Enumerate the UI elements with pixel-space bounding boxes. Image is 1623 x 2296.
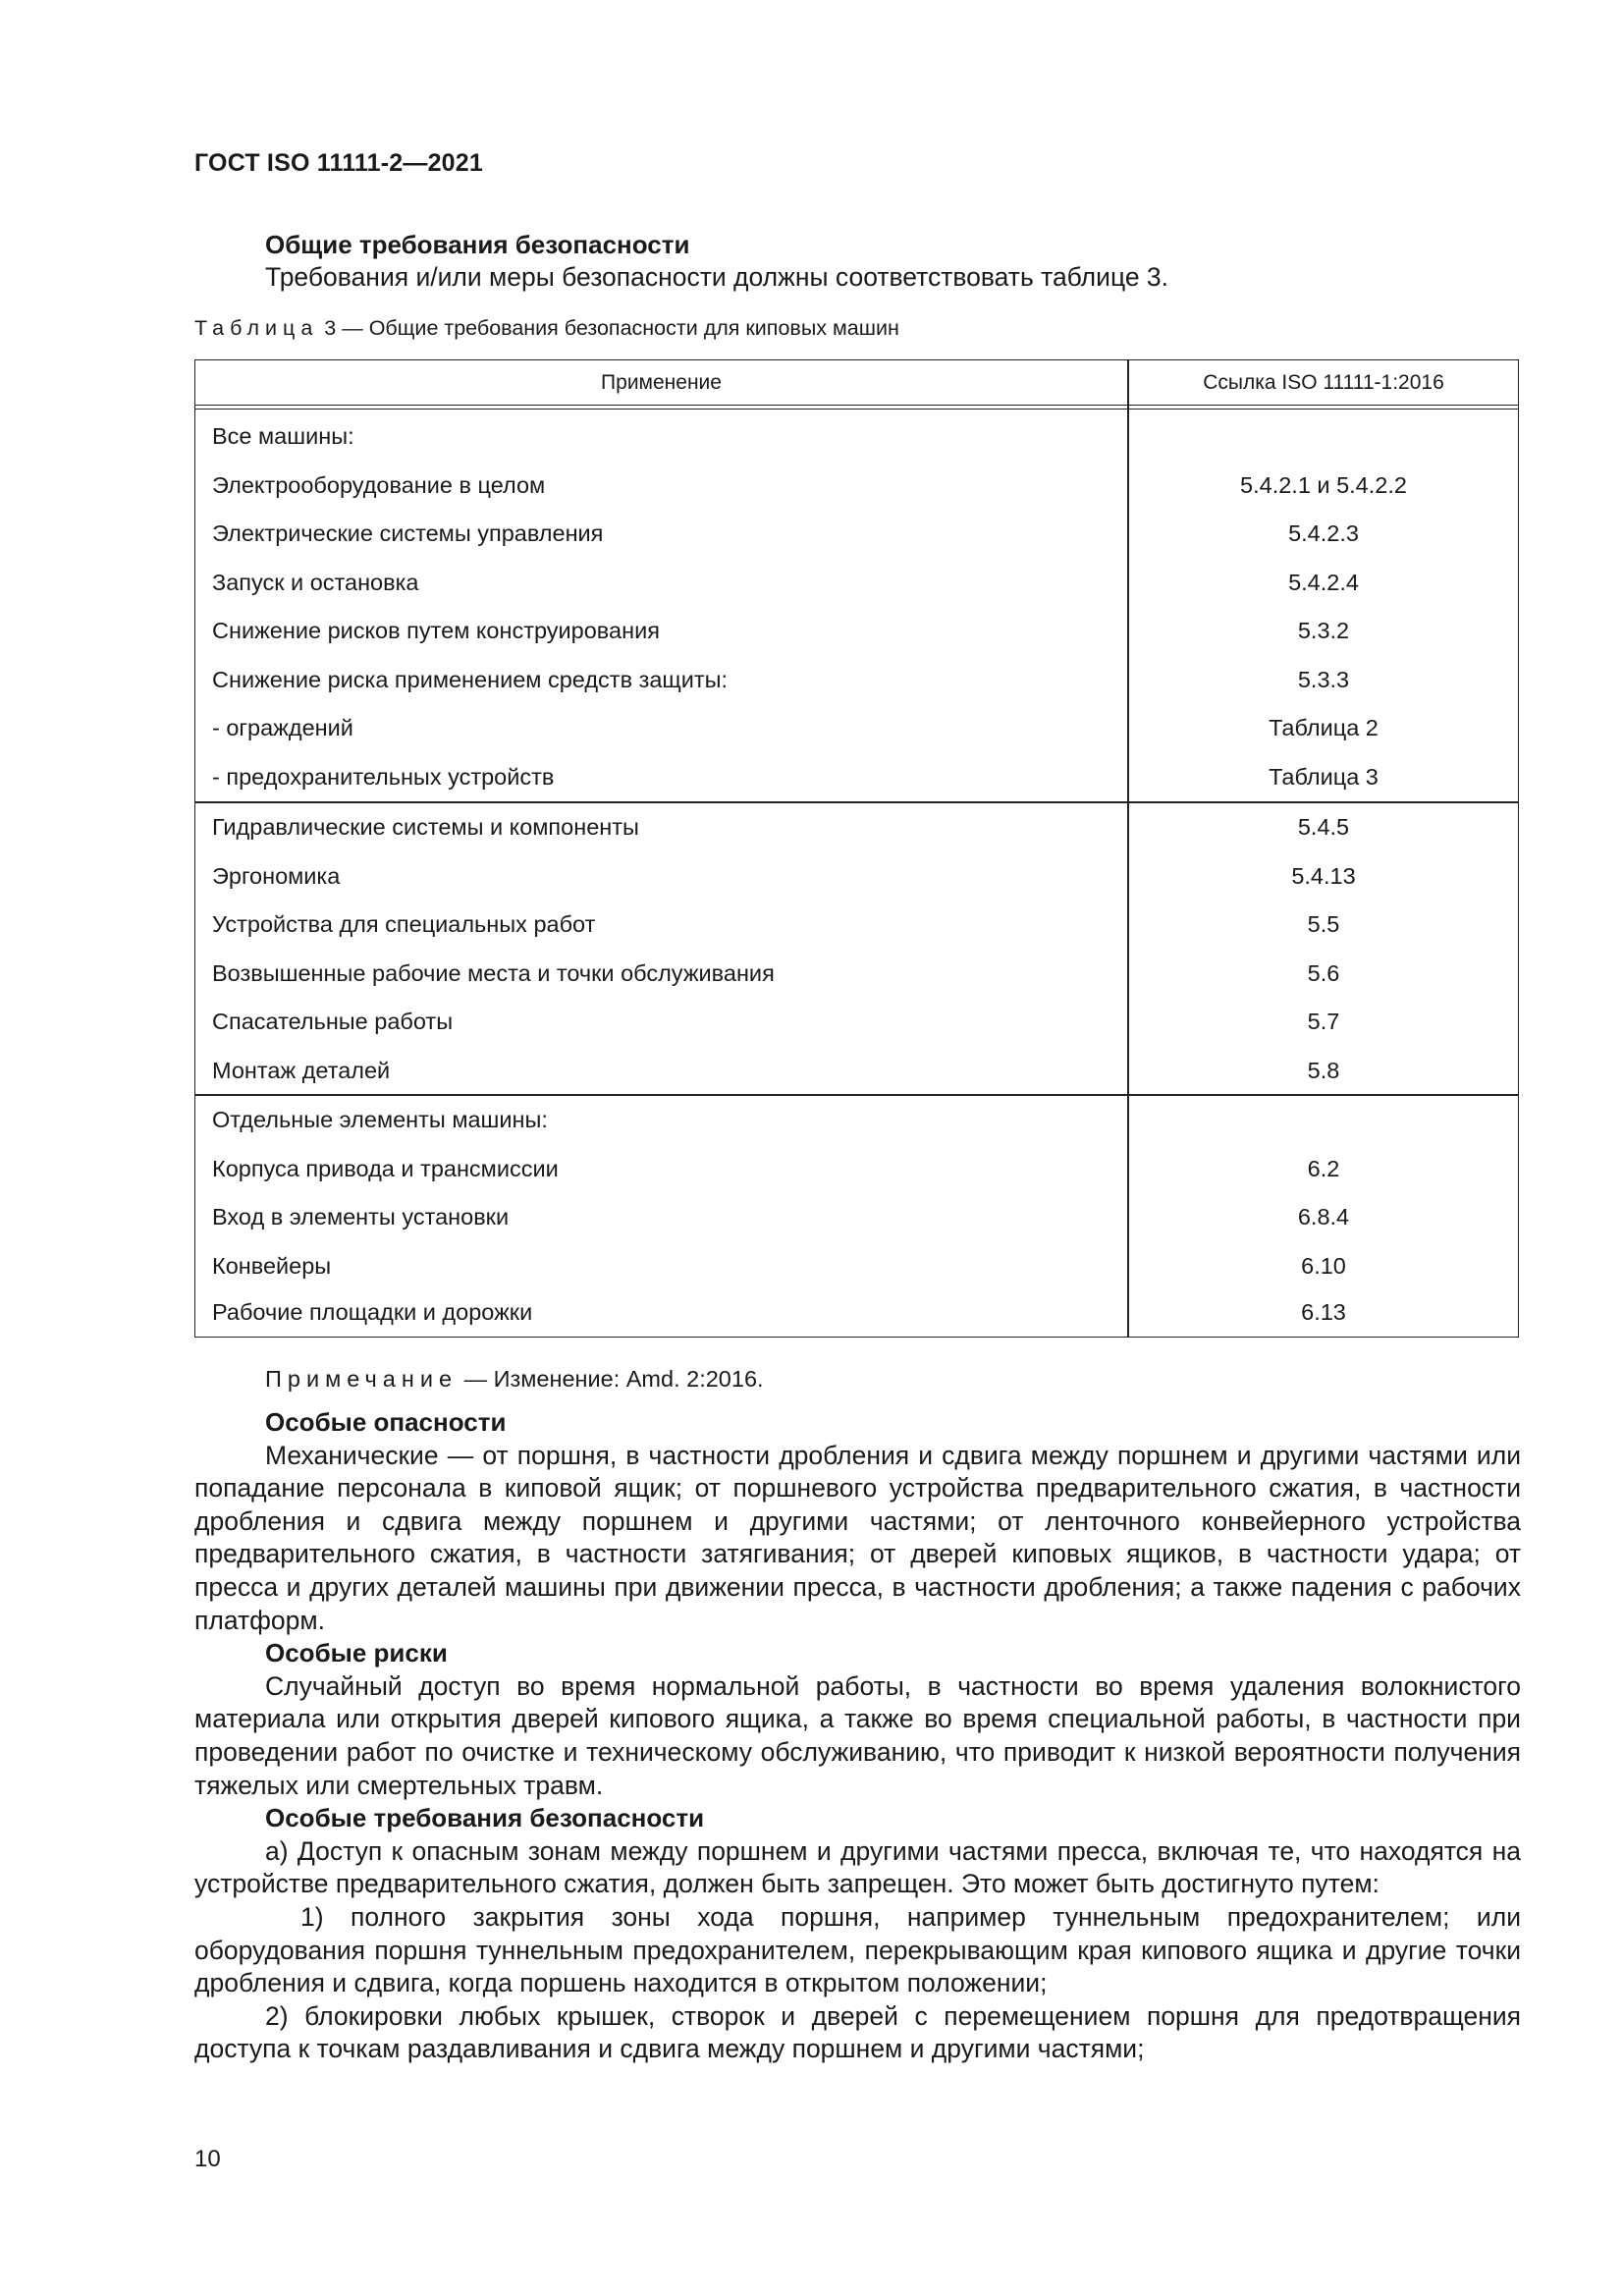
table-row [195,509,1518,558]
table-cell-reference: 5.4.2.1 и 5.4.2.2 [1240,471,1407,498]
table-cell-application: Вход в элементы установки [212,1204,510,1230]
special-risks-heading: Особые риски [265,1638,448,1668]
table-cell-reference: 6.2 [1307,1155,1340,1181]
table-row [195,1192,1518,1241]
table-caption-text: 3 — Общие требования безопасности для киповых машин [324,316,899,340]
table-cell-application: Снижение риска применением средств защиты: [212,666,729,692]
document-code-header: ГОСТ ISO 11111-2—2021 [194,149,483,177]
table-row [195,997,1518,1046]
table-cell-reference: 5.5 [1307,911,1340,937]
table-row [195,1095,1518,1144]
table-cell-reference: 5.3.3 [1297,666,1350,692]
table-cell-reference: 5.4.2.3 [1288,520,1359,546]
requirement-item-1: 1) полного закрытия зоны хода поршня, например туннельным предохранителем; или оборудования поршня туннельным предохранителем, перекрывающим края кипового ящика и другие точки дробления и сдвига, когда поршень находится в открытом положении; [194,1901,1521,1998]
table-cell-application: Возвышенные рабочие места и точки обслуживания [212,959,775,986]
special-requirements-heading: Особые требования безопасности [265,1803,705,1833]
table-cell-application: Отдельные элементы машины: [212,1107,548,1132]
table-row [195,900,1518,949]
table-row [195,703,1518,752]
table-cell-application: Рабочие площадки и дорожки [212,1299,533,1325]
table-caption-label: Таблица [194,316,319,340]
body-text [194,1406,1521,2066]
table-row [195,558,1518,607]
requirements-table [194,359,1519,1338]
table-cell-reference: 5.4.2.4 [1288,569,1359,595]
table-cell-application: Устройства для специальных работ [212,911,596,937]
table-row [195,655,1518,704]
table-cell-application: Корпуса привода и трансмиссии [212,1155,559,1181]
table-cell-application: Гидравлические системы и компоненты [212,814,639,840]
intro-section [265,230,1542,294]
table-cell-reference: 5.6 [1307,959,1340,986]
table-row [195,461,1518,510]
table-row [195,411,1518,461]
table-header-application: Применение [601,371,722,394]
table-cell-reference: 5.3.2 [1297,618,1350,643]
table-cell-reference: 6.10 [1301,1252,1346,1279]
table-cell-reference: 5.4.13 [1291,862,1356,889]
table-cell-application: Электрооборудование в целом [212,471,546,498]
table-row [195,752,1518,801]
table-cell-reference: 5.4.5 [1297,814,1350,840]
table-cell-application: Спасательные работы [212,1009,454,1034]
special-risks-text: Случайный доступ во время нормальной работы, в частности во время удаления волокнистого материала или открытия дверей кипового ящика, а также во время специальной работы, в частности при проведении работ по очистке и техническому обслуживанию, что приводит к низкой вероятности получения тяжелых или смертельных травм. [194,1670,1521,1800]
table-cell-application: Все машины: [212,423,354,449]
table-caption [194,316,899,341]
note-label: Примечание [265,1366,459,1392]
intro-heading: Общие требования безопасности [265,230,690,259]
table-cell-reference: 6.8.4 [1297,1204,1350,1230]
table-cell-application: Запуск и остановка [212,569,419,595]
table-note [265,1366,764,1393]
table-row [195,1046,1518,1095]
table-cell-application: Конвейеры [212,1252,332,1279]
table-cell-reference: Таблица 2 [1269,715,1379,740]
table-row [195,1144,1518,1193]
table-row [195,606,1518,655]
table-cell-application: - предохранительных устройств [212,763,555,790]
table-cell-reference: Таблица 3 [1269,763,1379,790]
page-number: 10 [194,2146,221,2172]
table-cell-reference: 6.13 [1301,1299,1346,1325]
table-cell-application: Снижение рисков путем конструирования [212,618,660,643]
requirement-item-2: 2) блокировки любых крышек, створок и дверей с перемещением поршня для предотвращения доступа к точкам раздавливания и сдвига между поршнем и другими частями; [194,2000,1521,2064]
table-cell-reference: 5.8 [1307,1057,1340,1083]
table-row [195,851,1518,901]
table-row [195,802,1518,851]
table-cell-reference: 5.7 [1307,1009,1340,1034]
table-row [195,949,1518,998]
table-cell-application: Электрические системы управления [212,520,604,546]
note-text: — Изменение: Amd. 2:2016. [463,1366,764,1392]
table-row [195,1241,1518,1290]
table-cell-application: Эргономика [212,862,341,889]
requirement-item-a: а) Доступ к опасным зонам между поршнем и другими частями пресса, включая те, что находятся на устройстве предварительного сжатия, должен быть запрещен. Это может быть достигнуто путем: [194,1835,1521,1899]
special-hazards-heading: Особые опасности [265,1407,507,1437]
table-header-reference: Ссылка ISO 11111-1:2016 [1203,371,1444,394]
table-row [195,1287,1518,1337]
intro-text: Требования и/или меры безопасности должны соответствовать таблице 3. [265,262,1169,292]
special-hazards-text: Механические — от поршня, в частности дробления и сдвига между поршнем и другими частями или попадание персонала в киповой ящик; от поршневого устройства предварительного сжатия, в частности дробления и сдвига между поршнем и другими частями; от ленточного конвейерного устройства предварительного сжатия, в частности затягивания; от дверей киповых ящиков, в частности удара; от пресса и других деталей машины при движении пресса, в частности дробления; а также падения с рабочих платформ. [194,1440,1521,1635]
table-header-divider [195,405,1518,410]
table-cell-application: Монтаж деталей [212,1057,391,1083]
table-cell-application: - ограждений [212,715,353,740]
